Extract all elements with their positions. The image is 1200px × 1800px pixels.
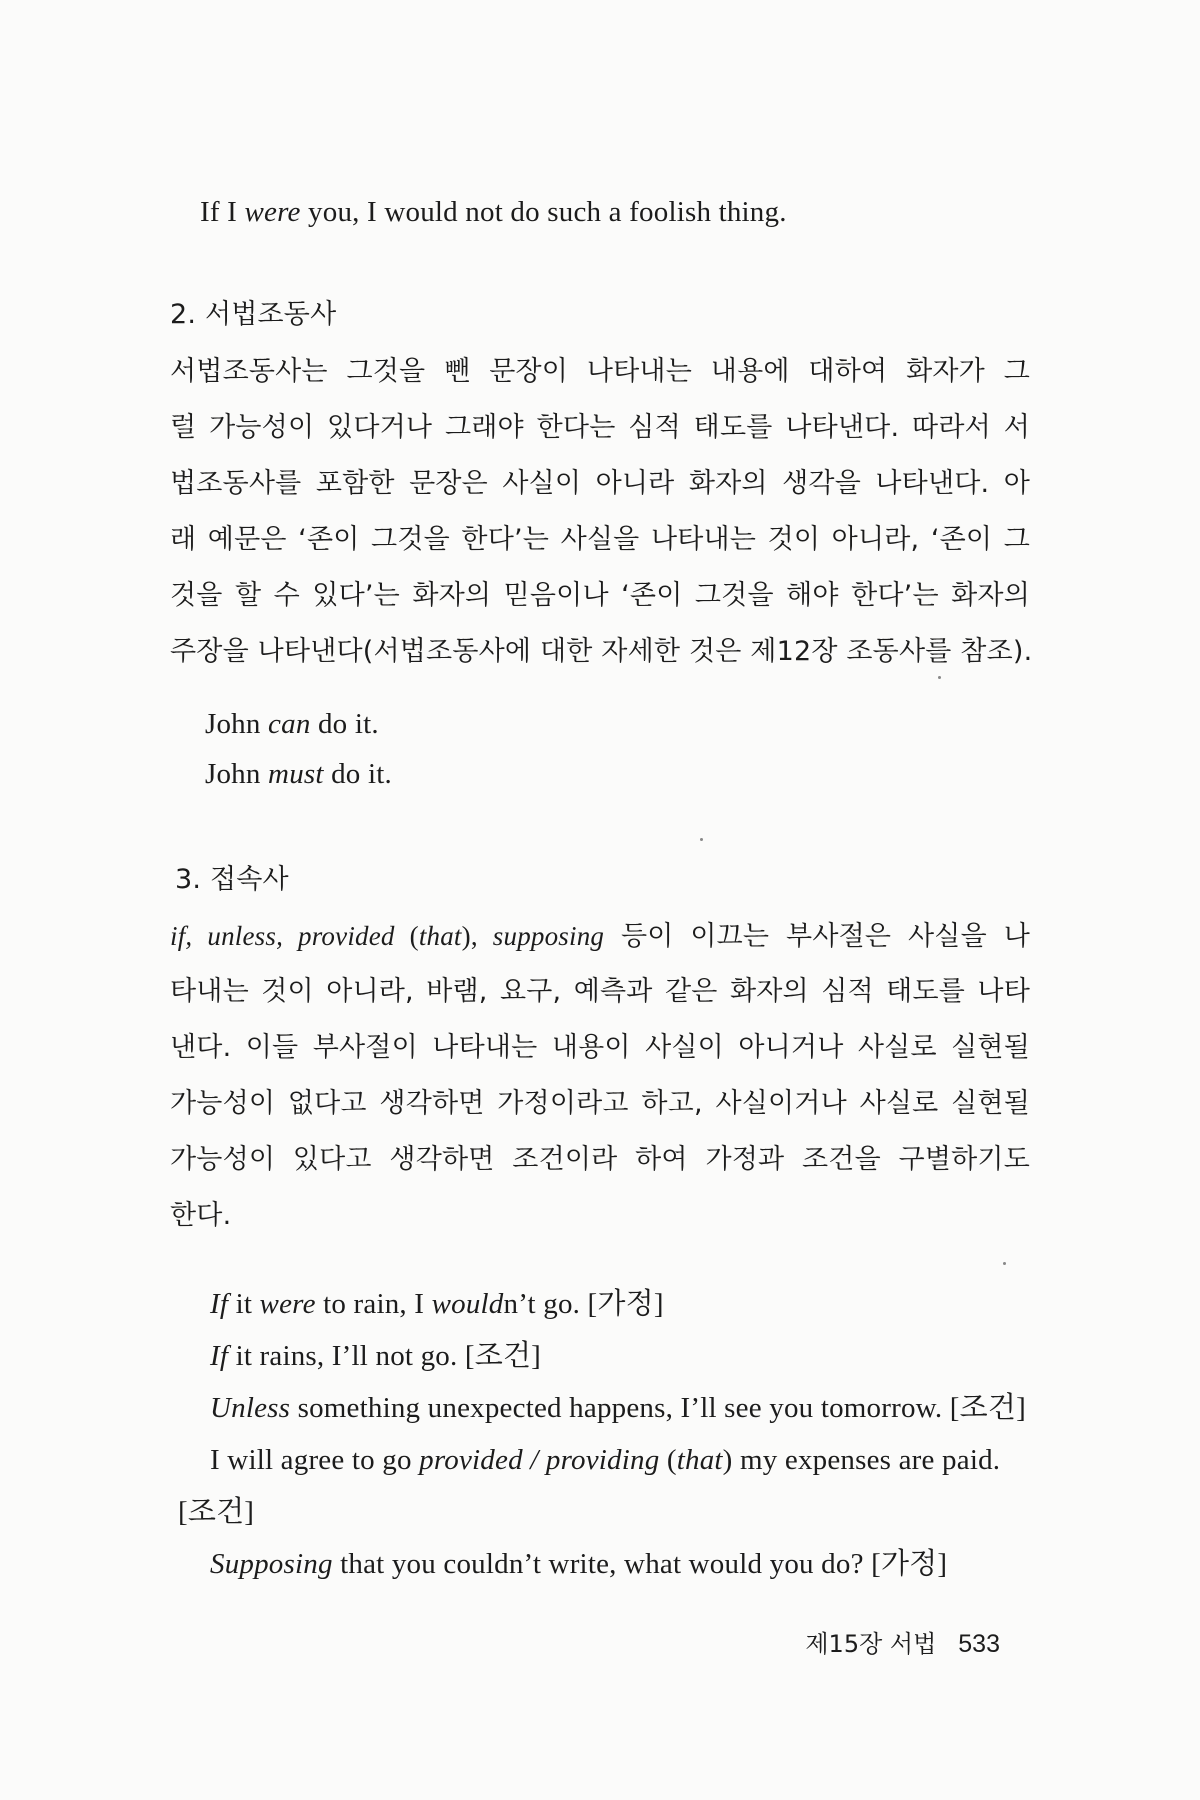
scan-speck (1003, 1262, 1006, 1265)
page-footer (805, 1628, 1000, 1660)
scan-speck (700, 838, 703, 841)
section-2-heading: 2. 서법조동사 (170, 299, 337, 330)
section-2-paragraph-line: 법조동사를 포함한 문장은 사실이 아니라 화자의 생각을 나타낸다. 아 (170, 468, 1030, 499)
section-3-example: I will agree to go provided / providing (that) my expenses are paid. (210, 1444, 1001, 1476)
section-2-paragraph-line: 것을 할 수 있다’는 화자의 믿음이나 ‘존이 그것을 해야 한다’는 화자의 (170, 580, 1030, 611)
section-3-heading: 3. 접속사 (175, 864, 289, 895)
section-3-paragraph-line: if, unless, provided (that), supposing 등이 이끄는 부사절은 사실을 나 (170, 921, 1030, 952)
chapter-label: 제15장 서법 (805, 1630, 937, 1658)
section-3-example: Unless something unexpected happens, I’ll see you tomorrow. [조건] (210, 1392, 1026, 1424)
section-2-paragraph-line: 럴 가능성이 있다거나 그래야 한다는 심적 태도를 나타낸다. 따라서 서 (170, 412, 1030, 443)
section-3-example: Supposing that you couldn’t write, what would you do? [가정] (210, 1548, 948, 1580)
section-2-paragraph-line: 주장을 나타낸다(서법조동사에 대한 자세한 것은 제12장 조동사를 참조). (170, 636, 1033, 667)
section-3-example: If it rains, I’ll not go. [조건] (210, 1340, 542, 1372)
section-3-paragraph-line: 가능성이 없다고 생각하면 가정이라고 하고, 사실이거나 사실로 실현될 (170, 1088, 1030, 1119)
section-3-paragraph-line: 타내는 것이 아니라, 바램, 요구, 예측과 같은 화자의 심적 태도를 나타 (170, 976, 1030, 1007)
section-3-example-continuation: [조건] (178, 1496, 255, 1528)
scan-speck (938, 676, 941, 679)
intro-example-sentence: If I were you, I would not do such a foolish thing. (200, 196, 787, 228)
section-3-paragraph-line: 낸다. 이들 부사절이 나타내는 내용이 사실이 아니거나 사실로 실현될 (170, 1032, 1030, 1063)
section-3-paragraph-line: 가능성이 있다고 생각하면 조건이라 하여 가정과 조건을 구별하기도 (170, 1144, 1030, 1175)
section-2-example: John must do it. (205, 758, 392, 790)
section-2-paragraph-line: 래 예문은 ‘존이 그것을 한다’는 사실을 나타내는 것이 아니라, ‘존이 그 (170, 524, 1030, 555)
section-2-paragraph-line: 서법조동사는 그것을 뺀 문장이 나타내는 내용에 대하여 화자가 그 (170, 356, 1030, 387)
section-3-example: If it were to rain, I wouldn’t go. [가정] (210, 1288, 664, 1320)
section-3-paragraph-line: 한다. (170, 1200, 232, 1231)
page-number: 533 (958, 1630, 1000, 1658)
section-2-example: John can do it. (205, 708, 379, 740)
